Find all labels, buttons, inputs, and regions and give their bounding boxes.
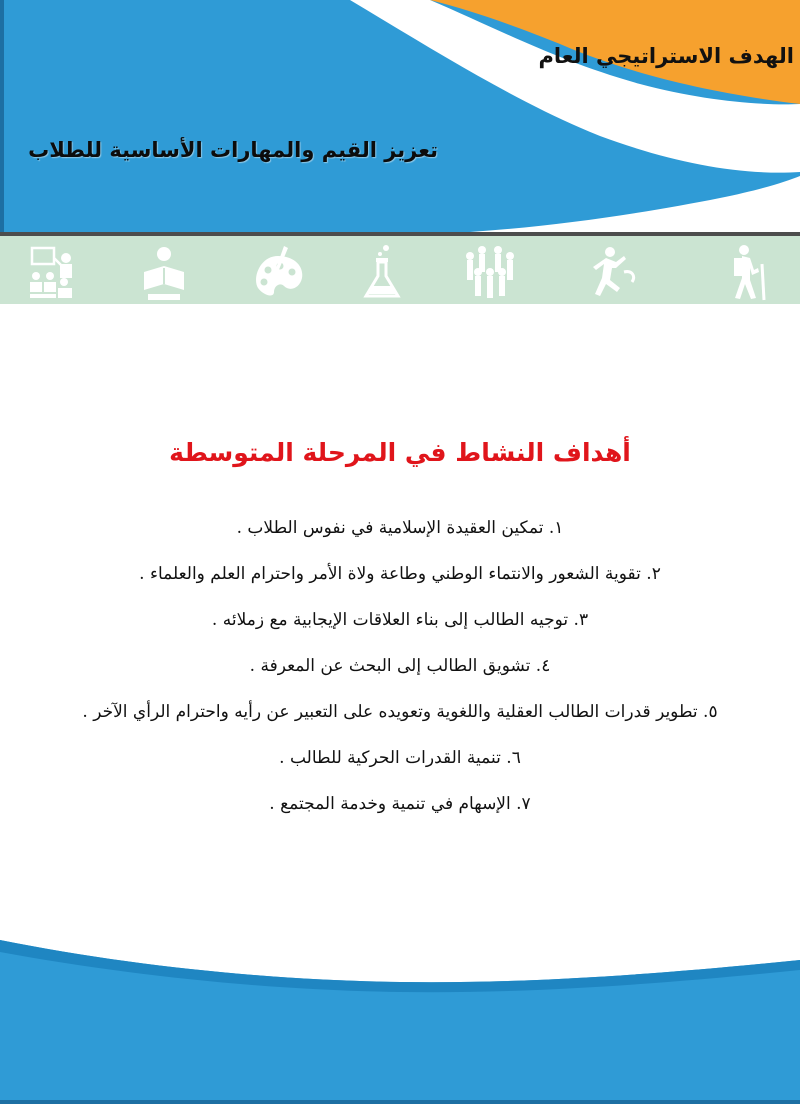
sports-icon — [580, 242, 640, 302]
main-title: الهدف الاستراتيجي العام — [538, 44, 794, 68]
goals-list — [0, 505, 800, 827]
goal-item: ٤. تشويق الطالب إلى البحث عن المعرفة . — [249, 656, 551, 676]
art-palette-icon — [248, 242, 308, 302]
goal-item: ٦. تنمية القدرات الحركية للطالب . — [279, 748, 521, 768]
goal-item: ٥. تطوير قدرات الطالب العقلية واللغوية وتعويده على التعبير عن رأيه واحترام الرأي الآخر . — [82, 702, 718, 722]
goal-item: ٢. تقوية الشعور والانتماء الوطني وطاعة ولاة الأمر واحترام العلم والعلماء . — [139, 564, 661, 584]
goal-item: ٧. الإسهام في تنمية وخدمة المجتمع . — [269, 794, 531, 814]
header-wave-art — [0, 0, 800, 232]
community-circle-icon — [460, 242, 520, 302]
footer-wave-art — [0, 930, 800, 1104]
sub-title: تعزيز القيم والمهارات الأساسية للطلاب — [28, 138, 438, 162]
section-heading: أهداف النشاط في المرحلة المتوسطة — [169, 438, 631, 467]
teaching-icon — [24, 242, 84, 302]
reading-icon — [134, 242, 194, 302]
science-flask-icon — [352, 242, 412, 302]
goal-item: ١. تمكين العقيدة الإسلامية في نفوس الطلاب . — [236, 518, 564, 538]
activity-icons-band — [0, 232, 800, 304]
goal-item: ٣. توجيه الطالب إلى بناء العلاقات الإيجابية مع زملائه . — [211, 610, 589, 630]
hiking-icon — [718, 242, 778, 302]
